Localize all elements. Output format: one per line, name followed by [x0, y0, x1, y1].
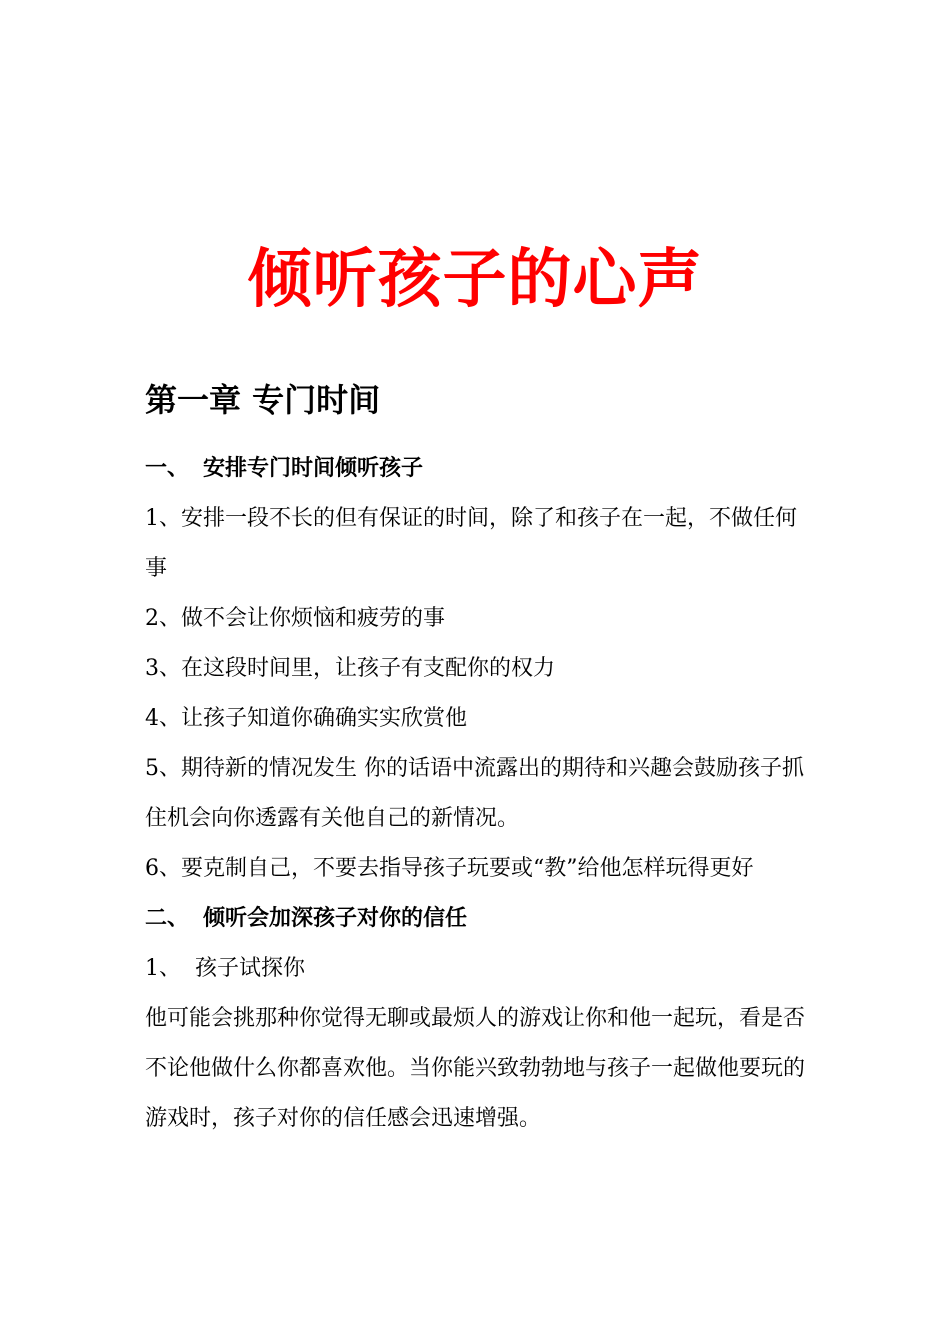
list-item: 2、做不会让你烦恼和疲劳的事 [145, 606, 445, 631]
subsection-title: 孩子试探你 [195, 956, 306, 981]
section-heading-1 [145, 444, 815, 494]
list-item: 1、安排一段不长的但有保证的时间，除了和孩子在一起，不做任何事 [145, 506, 797, 581]
list-item: 4、让孩子知道你确确实实欣赏他 [145, 706, 467, 731]
list-item: 6、要克制自己，不要去指导孩子玩要或“教”给他怎样玩得更好 [145, 856, 754, 881]
document-body [145, 372, 815, 1144]
section-number-1: 一、 [145, 456, 190, 481]
section-title-1: 安排专门时间倾听孩子 [203, 456, 424, 481]
list-item: 3、在这段时间里，让孩子有支配你的权力 [145, 656, 555, 681]
section-title-2: 倾听会加深孩子对你的信任 [203, 906, 468, 931]
document-title: 倾听孩子的心声 [247, 242, 703, 317]
chapter-heading: 第一章 专门时间 [145, 381, 381, 419]
body-paragraph: 他可能会挑那种你觉得无聊或最烦人的游戏让你和他一起玩，看是否不论他做什么你都喜欢他。当你能兴致勃勃地与孩子一起做他要玩的游戏时，孩子对你的信任感会迅速增强。 [145, 1006, 806, 1131]
section-heading-2 [145, 894, 815, 944]
subsection-number: 1、 [145, 956, 181, 981]
section-number-2: 二、 [145, 906, 190, 931]
subsection-heading [145, 944, 815, 994]
list-item: 5、期待新的情况发生 你的话语中流露出的期待和兴趣会鼓励孩子抓住机会向你透露有关他自己的新情况。 [145, 756, 804, 831]
